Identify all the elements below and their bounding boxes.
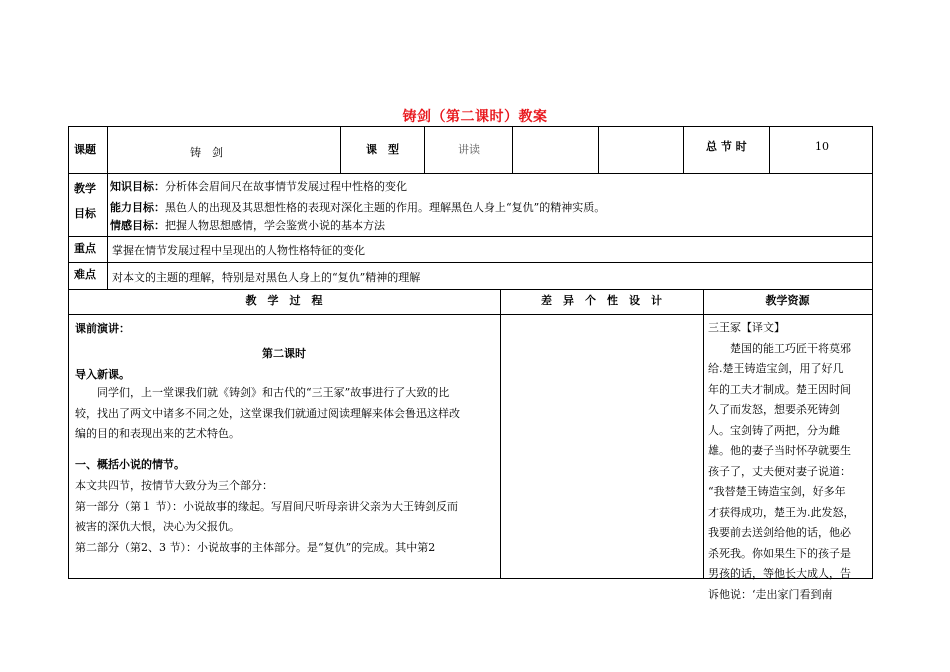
col-divider — [769, 126, 770, 173]
emotion-objective — [110, 219, 385, 233]
intro-heading: 导入新课。 — [75, 368, 130, 381]
intro-line: 较，找出了两文中诸多不同之处，这堂课我们就通过阅读理解来体会鲁迅这样改 — [75, 406, 460, 420]
resources-line: 才获得成功，楚王为.此发怒， — [708, 505, 855, 519]
ability-objective — [110, 201, 605, 215]
topic-label: 课题 — [74, 143, 96, 156]
key-point-text: 掌握在情节发展过程中呈现出的人物性格特征的变化 — [112, 244, 365, 257]
section1-line: 被害的深仇大恨，决心为父报仇。 — [75, 520, 240, 533]
hours-value: 10 — [815, 140, 829, 153]
resources-line: 男孩的话，等他长大成人，告 — [708, 567, 851, 580]
resources-line: 楚国的能工巧匠干将莫邪 — [708, 341, 851, 355]
col-divider — [598, 126, 599, 173]
resources-line: 杀死我。你如果生下的孩子是 — [708, 546, 851, 560]
ability-objective-label: 能力目标： — [110, 201, 165, 214]
resources-line: 雄。他的妻子当时怀孕就要生 — [708, 444, 851, 457]
design-column-header: 差 异 个 性 设 计 — [541, 294, 662, 307]
resources-line: 年的工夫才制成。楚王因时间 — [708, 382, 851, 396]
resources-translation — [708, 318, 876, 605]
col-divider — [424, 126, 425, 173]
table-border-top — [68, 126, 873, 127]
difficulty-text: 对本文的主题的理解，特别是对黑色人身上的“复仇”精神的理解 — [112, 271, 421, 284]
process-design-divider — [500, 289, 501, 579]
resources-line: 人。宝剑铸了两把，分为雌 — [708, 423, 840, 437]
knowledge-objective-label: 知识目标： — [110, 180, 165, 193]
resources-column-header: 教学资源 — [765, 294, 810, 307]
row-divider — [68, 289, 873, 290]
label-column-divider — [107, 126, 108, 289]
design-resources-divider — [703, 289, 704, 579]
intro-line: 编的目的和表现出来的艺术特色。 — [75, 427, 240, 440]
row-divider — [68, 236, 873, 237]
row-divider — [68, 314, 873, 315]
type-value: 讲读 — [458, 143, 480, 156]
section1-paragraph — [75, 476, 458, 558]
emotion-objective-label: 情感目标： — [110, 219, 165, 232]
resources-line: 久了而发怒，想要杀死铸剑 — [708, 403, 840, 416]
section1-heading: 一、概括小说的情节。 — [75, 458, 185, 471]
document-title: 铸剑（第二课时）教案 — [402, 109, 548, 125]
col-divider — [512, 126, 513, 173]
objectives-label-2: 目标 — [74, 207, 96, 220]
hours-label: 总 节 时 — [706, 140, 747, 153]
resources-line: 给.楚王铸造宝剑，用了好几 — [708, 362, 844, 375]
knowledge-objective — [110, 180, 407, 194]
emotion-objective-text: 把握人物思想感情，学会鉴赏小说的基本方法 — [165, 219, 385, 232]
section1-line: 本文共四节，按情节大致分为三个部分： — [75, 479, 273, 492]
resources-heading: 三王冢【译文】 — [708, 321, 785, 334]
intro-line: 同学们，上一堂课我们就《铸剑》和古代的“三王冢”故事进行了大致的比 — [97, 386, 450, 399]
section1-line: 第二部分（第2、3 节）：小说故事的主体部分。是“复仇”的完成。其中第2 — [75, 540, 436, 554]
section1-line: 第一部分（第１ 节）：小说故事的缘起。写眉间尺听母亲讲父亲为大王铸剑反而 — [75, 499, 458, 513]
knowledge-objective-text: 分析体会眉间尺在故事情节发展过程中性格的变化 — [165, 180, 407, 193]
resources-line: “我替楚王铸造宝剑，好多年 — [708, 485, 846, 498]
pre-class-heading: 课前演讲： — [75, 322, 130, 335]
col-divider — [683, 126, 684, 173]
lesson-title: 第二课时 — [262, 347, 306, 360]
difficulty-label: 难点 — [74, 268, 96, 281]
topic-value: 铸 剑 — [190, 146, 223, 159]
objectives-label-1: 教学 — [74, 182, 96, 195]
col-divider — [340, 126, 341, 173]
ability-objective-text: 黑色人的出现及其思想性格的表现对深化主题的作用。理解黑色人身上“复仇”的精神实质。 — [165, 201, 606, 214]
intro-paragraph — [75, 383, 460, 445]
row-divider — [68, 173, 873, 174]
resources-line: 孩子了，丈夫便对妻子说道： — [708, 464, 851, 478]
type-label: 课 型 — [366, 143, 399, 156]
process-column-header: 教 学 过 程 — [245, 294, 323, 307]
key-point-label: 重点 — [74, 242, 96, 255]
resources-line: 诉他说：‘走出家门看到南 — [708, 587, 833, 601]
row-divider — [68, 262, 873, 263]
resources-line: 我要前去送剑给他的话，他必 — [708, 526, 851, 539]
